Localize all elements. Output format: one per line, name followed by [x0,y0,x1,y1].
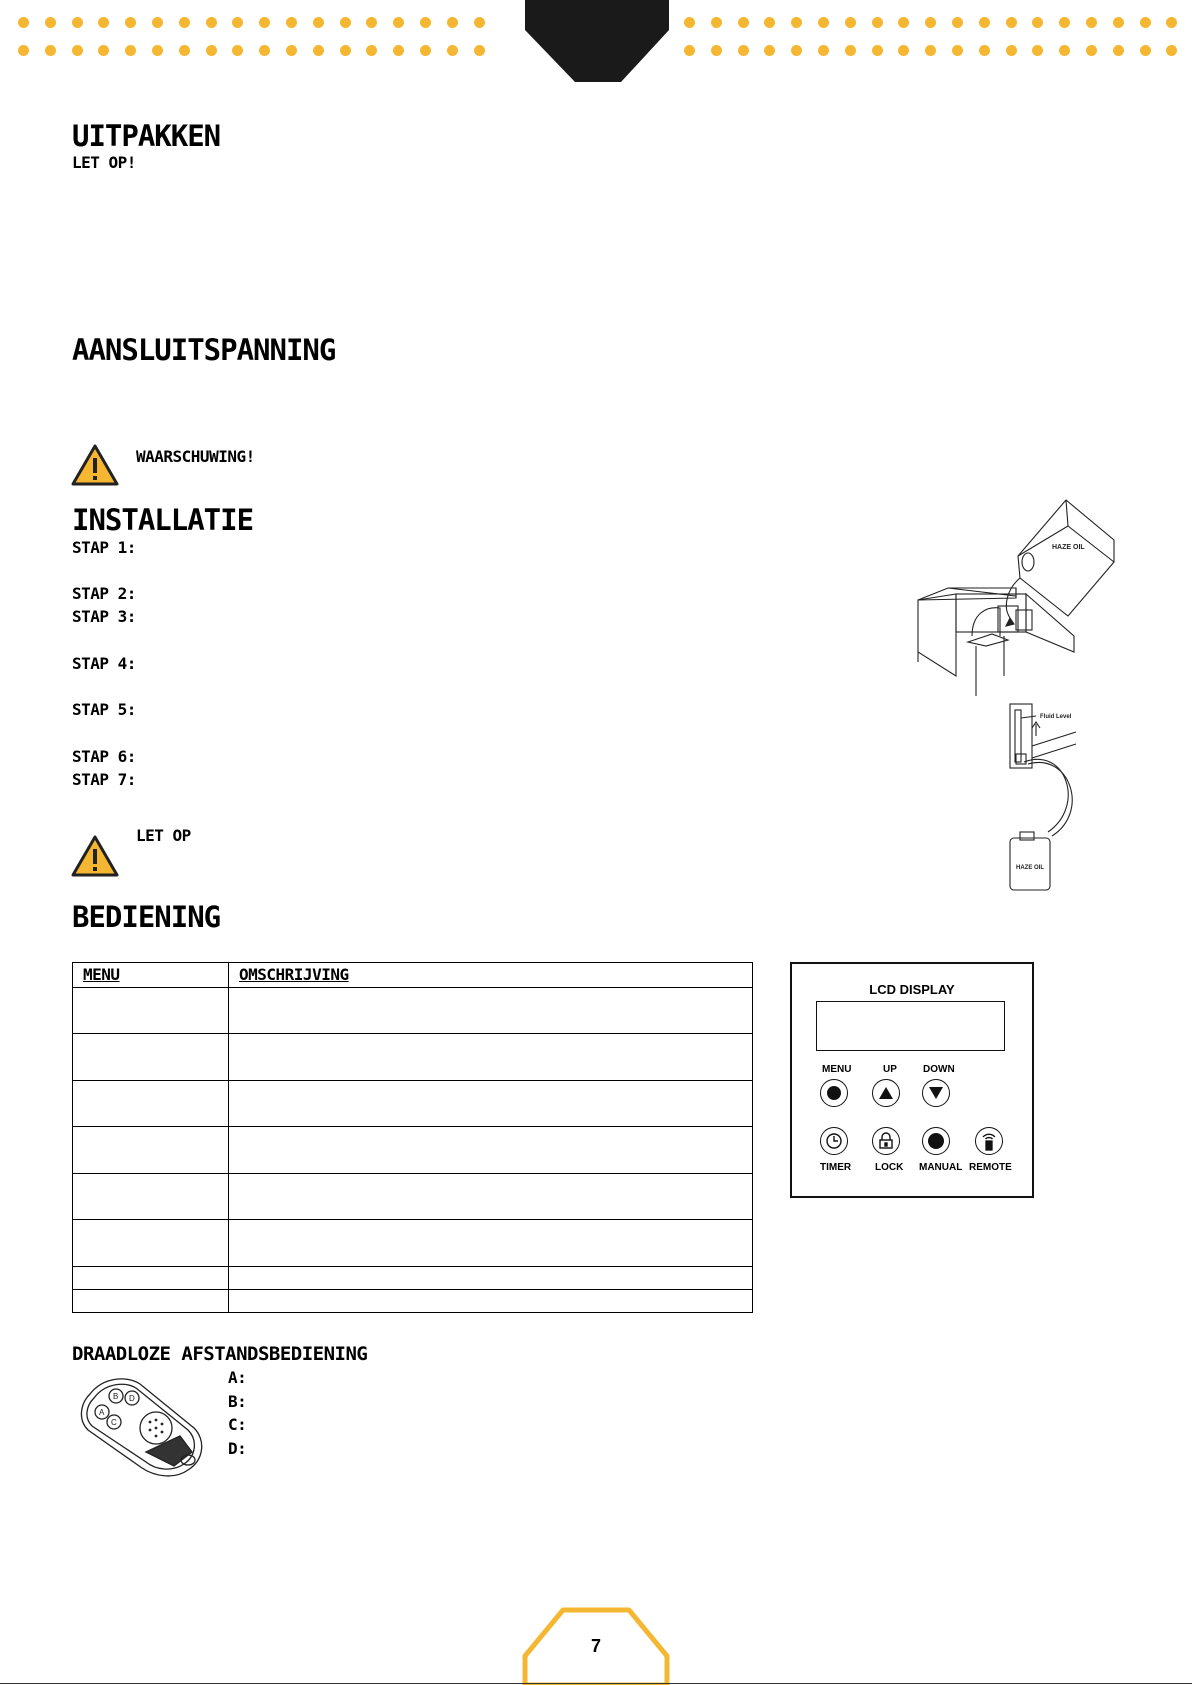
header-dot [98,17,109,28]
install-step-7: STAP 7: [72,770,136,789]
header-dot [1032,45,1043,56]
header-dot [420,45,431,56]
remote-key-c: C: [228,1415,247,1434]
header-dot [152,45,163,56]
section-title-unpacking: UITPAKKEN [72,119,221,153]
svg-text:A: A [99,1408,105,1417]
header-dot [206,17,217,28]
menu-cell [73,1220,229,1267]
header-dot [979,45,990,56]
install-step-2: STAP 2: [72,584,136,603]
lock-button-label: LOCK [875,1162,904,1173]
up-button-label: UP [883,1064,897,1075]
svg-text:C: C [111,1418,117,1427]
header-dot [232,45,243,56]
lock-button[interactable] [872,1127,900,1155]
section-title-operation: BEDIENING [72,900,221,934]
header-dot [420,17,431,28]
remote-key-a: A: [228,1368,247,1387]
header-dot [18,45,29,56]
header-dot [259,45,270,56]
header-notch [525,0,669,84]
header-dot [1113,45,1124,56]
header-dot [125,17,136,28]
warning-triangle-icon [71,443,119,487]
menu-table [72,962,753,1313]
lcd-screen [816,1001,1005,1051]
header-dot [738,45,749,56]
header-dot [1140,17,1151,28]
caution-label: LET OP [136,826,191,845]
header-dot [845,17,856,28]
header-dot [45,45,56,56]
header-dot [474,45,485,56]
header-dot [447,45,458,56]
menu-cell [73,1034,229,1081]
header-dot [393,17,404,28]
header-dot [98,45,109,56]
lcd-panel-title: LCD DISPLAY [869,982,955,997]
down-arrow-icon [928,1086,944,1100]
table-row [73,1220,753,1267]
header-dot [1086,17,1097,28]
unpack-note-label: LET OP! [72,153,136,172]
header-dot [952,17,963,28]
header-dot [286,17,297,28]
haze-oil-fill-illustration [916,496,1116,906]
caution-triangle-icon [71,834,119,878]
install-step-3: STAP 3: [72,607,136,626]
filled-circle-icon [827,1086,841,1100]
menu-cell [73,1290,229,1313]
header-dot [898,45,909,56]
menu-cell [73,1127,229,1174]
header-dot [1166,45,1177,56]
install-step-6: STAP 6: [72,747,136,766]
header-dot [764,45,775,56]
header-dot [125,45,136,56]
remote-control-icon [76,1370,208,1482]
remote-key-d: D: [228,1439,247,1458]
haze-oil-bottle-icon [1010,832,1050,890]
install-step-1: STAP 1: [72,538,136,557]
menu-column-header: MENU [73,963,229,988]
down-button-label: DOWN [923,1064,955,1075]
description-column-header: OMSCHRIJVING [229,963,753,988]
header-dot [1086,45,1097,56]
section-title-voltage: AANSLUITSPANNING [72,333,336,367]
remote-key-b: B: [228,1392,247,1411]
remote-button-label: REMOTE [969,1162,1012,1173]
header-dot [952,45,963,56]
page-number: 7 [590,1636,601,1656]
menu-cell [73,1267,229,1290]
table-row [73,1034,753,1081]
table-row [73,1174,753,1220]
header-dot [872,17,883,28]
description-cell [229,1220,753,1267]
description-cell [229,1290,753,1313]
header-dot [313,17,324,28]
header-dot [711,17,722,28]
header-dot [764,17,775,28]
header-dot [152,17,163,28]
up-arrow-icon [878,1086,894,1100]
timer-button[interactable] [820,1127,848,1155]
header-dot [898,17,909,28]
manual-button-label: MANUAL [919,1162,963,1173]
header-dot [684,17,695,28]
table-row [73,1081,753,1127]
up-button[interactable] [872,1079,900,1107]
header-dot [72,17,83,28]
bottle-label: HAZE OIL [1016,865,1044,871]
machine-tank-icon [918,588,1074,696]
table-row [73,1127,753,1174]
description-cell [229,1081,753,1127]
header-dot [179,45,190,56]
section-title-wireless-remote: DRAADLOZE AFSTANDSBEDIENING [72,1343,368,1365]
header-dot [791,17,802,28]
header-dot [340,45,351,56]
header-dots-right-top [684,17,1192,28]
install-step-4: STAP 4: [72,654,136,673]
header-dot [1166,17,1177,28]
description-cell [229,1174,753,1220]
header-dot [818,45,829,56]
description-cell [229,988,753,1034]
header-dot [474,17,485,28]
header-dot [18,17,29,28]
lcd-control-panel [790,962,1034,1198]
header-dot [286,45,297,56]
header-dot [738,17,749,28]
table-row [73,988,753,1034]
menu-button-label: MENU [822,1064,852,1075]
menu-cell [73,988,229,1034]
remote-signal-icon [981,1131,997,1151]
timer-button-label: TIMER [820,1162,852,1173]
header-dot [684,45,695,56]
header-dot [366,17,377,28]
header-dot [393,45,404,56]
header-dot [1006,45,1017,56]
header-dot [1140,45,1151,56]
down-button[interactable] [922,1079,950,1107]
header-dot [1032,17,1043,28]
footer-rule [0,1683,1192,1684]
header-dot [179,17,190,28]
svg-text:D: D [129,1394,135,1403]
clock-icon [825,1132,843,1150]
header-dot [313,45,324,56]
header-dot [366,45,377,56]
menu-button[interactable] [820,1079,848,1107]
header-dot [925,45,936,56]
header-dots-right-bottom [684,45,1192,56]
description-cell [229,1127,753,1174]
header-dot [791,45,802,56]
header-dot [72,45,83,56]
fluid-level-window-icon [1010,704,1076,836]
header-dot [1113,17,1124,28]
svg-text:B: B [113,1392,119,1401]
header-dot [1059,17,1070,28]
warning-label: WAARSCHUWING! [136,447,255,466]
header-dot [232,17,243,28]
menu-cell [73,1081,229,1127]
lock-icon [878,1132,894,1150]
header-dot [206,45,217,56]
header-dot [818,17,829,28]
header-dots-left-bottom [18,45,500,56]
section-title-installation: INSTALLATIE [72,503,254,537]
description-cell [229,1267,753,1290]
header-dot [845,45,856,56]
header-dot [711,45,722,56]
header-dot [45,17,56,28]
manual-button[interactable] [922,1127,950,1155]
fluid-level-label: Fluid Level [1040,714,1072,720]
header-dots-left-top [18,17,500,28]
header-dot [979,17,990,28]
jug-label: HAZE OIL [1052,544,1085,551]
header-dot [925,17,936,28]
header-dot [1059,45,1070,56]
table-row [73,1267,753,1290]
remote-button[interactable] [975,1127,1003,1155]
header-dot [872,45,883,56]
description-cell [229,1034,753,1081]
install-step-5: STAP 5: [72,700,136,719]
filled-circle-icon [928,1133,944,1149]
menu-cell [73,1174,229,1220]
header-dot [259,17,270,28]
header-dot [1006,17,1017,28]
header-dot [340,17,351,28]
menu-table-header [73,963,753,988]
haze-oil-jug-icon [1006,500,1114,626]
header-dot [447,17,458,28]
table-row [73,1290,753,1313]
